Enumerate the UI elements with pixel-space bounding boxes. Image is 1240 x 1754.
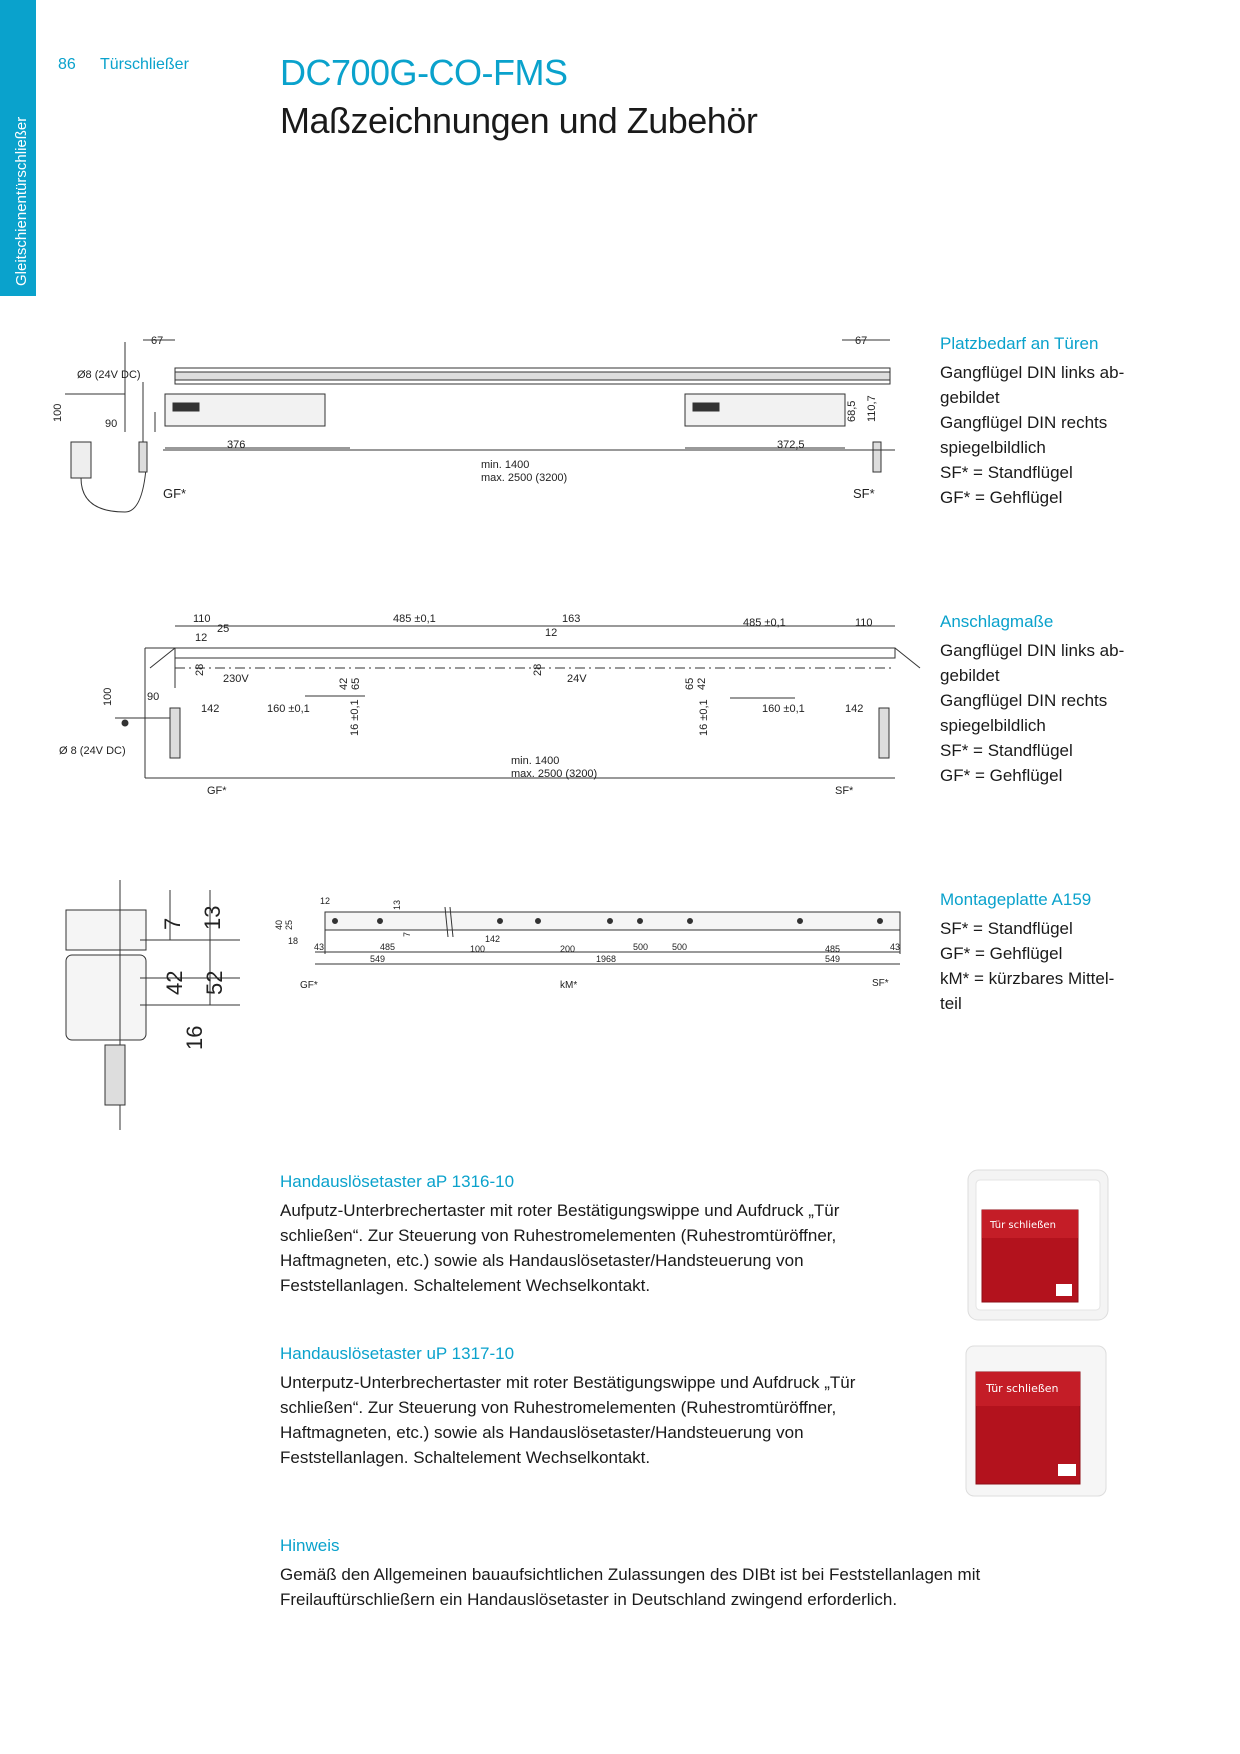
dim-label: 100 [470,944,486,954]
info-heading: Montageplatte A159 [940,890,1092,909]
gf-label: GF* [300,980,318,991]
dim-label: 7 [402,931,412,937]
dim-label: 90 [147,691,160,703]
drawing-door-space [52,332,895,522]
dim-label: 16 [182,1025,207,1050]
dim-label: 142 [485,934,501,944]
dim-label: max. 2500 (3200) [511,768,598,780]
dim-label: 142 [201,703,220,715]
info-line: Gangflügel DIN rechts [940,691,1108,710]
dim-label: 485 ±0,1 [743,617,786,629]
info-heading: Anschlagmaße [940,612,1054,631]
page-title: DC700G-CO-FMS [280,52,568,93]
dim-label: 485 ±0,1 [393,613,436,625]
dim-label: 16 ±0,1 [698,699,710,736]
dim-label: 65 [350,677,362,690]
dim-label: 25 [217,623,230,635]
dim-label: 13 [392,899,402,910]
product-description: Aufputz-Unterbrechertaster mit roter Bestätigungswippe und Aufdruck „Tür schließen“. Zur Steuerung von Ruhestromelementen (Ruhestromtüröffner, Haftmagneten, etc.) sowie als Handauslösetaster/Handsteuerung von Feststellanlagen. Schaltelement Wechselkontakt. [280,1201,840,1295]
dim-label: 90 [105,418,118,430]
dim-label: 7 [160,917,185,930]
dim-label: 160 ±0,1 [762,703,805,715]
dim-label: 500 [672,942,688,952]
info-mounting-plate [940,890,1190,1016]
dim-label: 372,5 [777,439,805,451]
dim-label: 18 [288,936,299,946]
dim-label: 200 [560,944,576,954]
sf-label: SF* [872,978,889,989]
dim-label: 24V [567,673,587,685]
note [280,1536,1130,1612]
dim-label: 12 [195,632,208,644]
product-heading: Handauslösetaster aP 1316-10 [280,1172,515,1191]
product-up-1317 [280,1344,920,1470]
dim-label: 485 [380,942,396,952]
info-line: gebildet [940,388,1000,407]
dim-label: 110 [193,613,211,625]
info-line: spiegelbildlich [940,438,1046,457]
dim-label: 42 [338,677,350,690]
dim-label: Ø8 (24V DC) [77,369,141,381]
switch-up-image [964,1342,1114,1502]
info-line: spiegelbildlich [940,716,1046,735]
dim-label: 28 [532,663,544,676]
note-text: Gemäß den Allgemeinen bauaufsichtlichen Zulassungen des DIBt ist bei Feststellanlagen mit Freilauftürschließern ein Handauslösetaster in Deutschland zwingend erforderlich. [280,1565,981,1609]
dim-label: 549 [370,954,386,964]
product-ap-1316 [280,1172,920,1298]
dim-label: 110 [855,617,873,629]
dim-label: min. 1400 [481,459,530,471]
dim-label: 142 [845,703,864,715]
info-line: Gangflügel DIN links ab- [940,363,1125,382]
info-line: Gangflügel DIN links ab- [940,641,1125,660]
dim-label: 40 [274,919,284,930]
dim-label: 13 [200,905,225,930]
product-heading: Handauslösetaster uP 1317-10 [280,1344,515,1363]
dim-label: 67 [855,335,868,347]
note-heading: Hinweis [280,1536,340,1555]
switch-ap-image [966,1166,1116,1326]
dim-label: 25 [284,919,294,930]
switch-button-text: Tür schließen [990,1220,1056,1231]
dim-label: 65 [684,677,696,690]
info-line: Gangflügel DIN rechts [940,413,1108,432]
dim-label: 485 [825,944,841,954]
dim-label: 52 [202,970,227,995]
dim-label: 110,7 [866,395,878,422]
switch-button-text: Tür schließen [986,1382,1059,1395]
dim-label: min. 1400 [511,755,560,767]
dim-label: 100 [102,687,114,706]
info-space-requirement [940,334,1190,510]
info-mounting-dimensions [940,612,1190,788]
info-line: gebildet [940,666,1000,685]
dim-label: 376 [227,439,246,451]
dim-label: 100 [52,403,64,422]
dim-label: 500 [633,942,649,952]
page-subtitle: Maßzeichnungen und Zubehör [280,100,758,141]
dim-label: 163 [562,613,581,625]
km-label: kM* [560,980,578,991]
dim-label: 549 [825,954,841,964]
dim-label: 43 [890,942,901,952]
dim-label: 12 [545,627,558,639]
gf-label: GF* [207,785,227,797]
dim-label: 16 ±0,1 [349,699,361,736]
sidebar-tab [0,0,36,296]
dim-label: 160 ±0,1 [267,703,310,715]
info-line: SF* = Standflügel [940,741,1073,760]
sf-label: SF* [853,486,875,501]
info-line: GF* = Gehflügel [940,944,1063,963]
info-line: GF* = Gehflügel [940,766,1063,785]
dim-label: 42 [696,677,708,690]
dim-label: 1968 [596,954,617,964]
section-name: Türschließer [100,56,189,73]
dim-label: 28 [194,663,206,676]
page-number: 86 [58,56,76,73]
dim-label: 67 [151,335,164,347]
dim-label: 42 [162,970,187,995]
dim-label: 230V [223,673,249,685]
product-description: Unterputz-Unterbrechertaster mit roter Bestätigungswippe und Aufdruck „Tür schließen“. Zur Steuerung von Ruhestromelementen (Ruhestromtüröffner, Haftmagneten, etc.) sowie als Handauslösetaster/Handsteuerung von Feststellanlagen. Schaltelement Wechselkontakt. [280,1373,856,1467]
sf-label: SF* [835,785,854,797]
info-line: SF* = Standflügel [940,463,1073,482]
sidebar-tab-label: Gleitschienentürschließer [13,116,30,286]
info-line: GF* = Gehflügel [940,488,1063,507]
dim-label: Ø 8 (24V DC) [59,745,126,757]
dim-label: max. 2500 (3200) [481,472,568,484]
dim-label: 68,5 [846,400,858,422]
gf-label: GF* [163,486,187,501]
info-line: SF* = Standflügel [940,919,1073,938]
dim-label: 12 [320,896,331,906]
drawing-side-section [60,880,260,1140]
drawing-mounting-dimensions [55,608,915,798]
info-line: teil [940,994,962,1013]
info-line: kM* = kürzbares Mittel- [940,969,1115,988]
drawing-mounting-plate [270,892,920,1002]
dim-label: 43 [314,942,325,952]
info-heading: Platzbedarf an Türen [940,334,1099,353]
